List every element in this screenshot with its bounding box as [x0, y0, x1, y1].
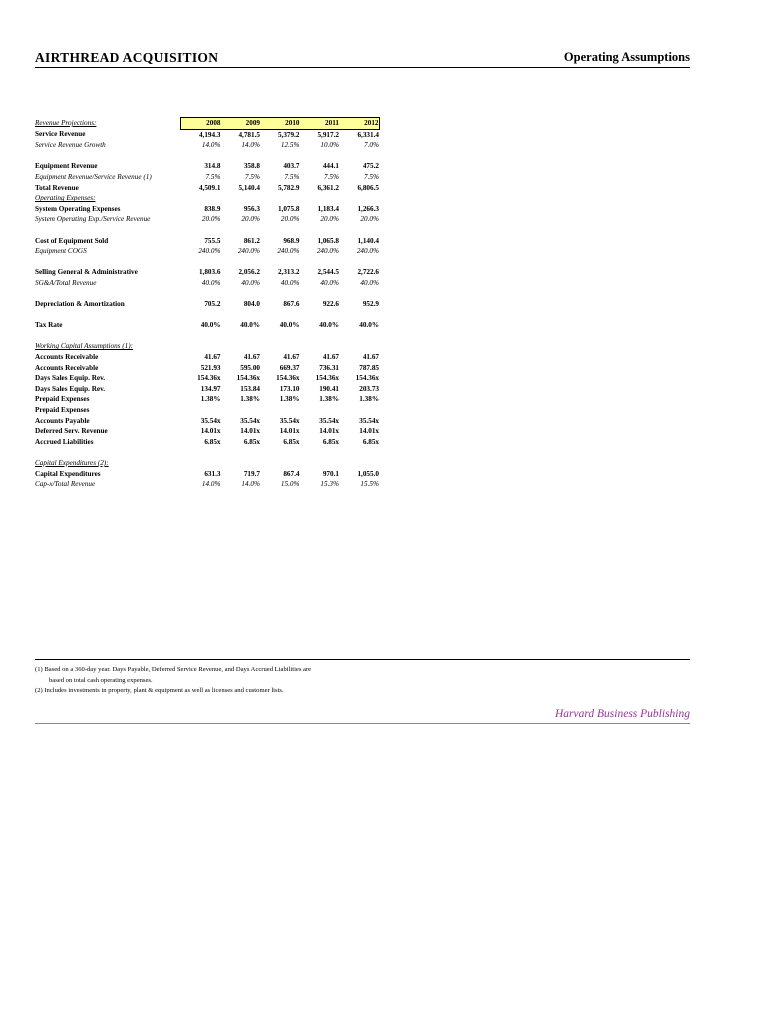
row-value: 861.2 [243, 236, 260, 245]
table-row [35, 458, 379, 469]
row-value: 6,361.2 [317, 183, 339, 192]
table-row [35, 320, 379, 331]
publisher-name: Harvard Business Publishing [554, 708, 690, 720]
row-value: 14.0% [201, 480, 221, 489]
row-value: 14.01x [200, 427, 221, 436]
row-value: 190.41 [319, 384, 339, 393]
row-label: SG&A/Total Revenue [35, 278, 97, 287]
table-row [35, 447, 379, 458]
row-value: 314.8 [204, 162, 221, 171]
row-value [260, 331, 300, 342]
row-label [35, 225, 181, 236]
table-row [35, 469, 379, 480]
row-value: 804.0 [243, 300, 260, 309]
row-value: 6.85x [322, 437, 339, 446]
row-value [221, 341, 261, 352]
row-value [260, 225, 300, 236]
table-row [35, 172, 379, 183]
row-value: 2,313.2 [277, 268, 300, 277]
row-value: 736.31 [319, 363, 339, 372]
table-row [35, 479, 379, 490]
row-label: Days Sales Equip. Rev. [35, 374, 106, 383]
row-value: 134.97 [200, 384, 221, 393]
row-value: 5,917.2 [317, 130, 339, 139]
row-value [300, 331, 340, 342]
section-title: Operating Assumptions [563, 50, 690, 64]
row-value: 2,722.6 [357, 268, 379, 277]
row-value: 719.7 [243, 469, 260, 478]
row-label: Depreciation & Amortization [35, 300, 125, 309]
table-row [35, 118, 379, 130]
table-row [35, 363, 379, 374]
row-value: 41.67 [204, 353, 221, 362]
row-label: Prepaid Expenses [35, 395, 90, 404]
row-label: Equipment Revenue/Service Revenue (1) [35, 172, 152, 181]
row-value: 7.0% [364, 141, 379, 150]
row-label [35, 151, 181, 162]
row-value: 4,781.5 [238, 130, 260, 139]
row-value [300, 151, 340, 162]
table-row [35, 278, 379, 289]
table-row [35, 161, 379, 172]
row-value: 595.00 [240, 363, 260, 372]
row-value: 7.5% [364, 172, 379, 181]
row-value: 40.0% [280, 278, 300, 287]
row-value: 240.0% [356, 247, 379, 256]
row-value [300, 341, 340, 352]
row-value [339, 193, 379, 204]
row-value: 6.85x [362, 437, 379, 446]
table-row [35, 225, 379, 236]
row-value [339, 310, 379, 321]
row-value: 6,806.5 [357, 183, 379, 192]
row-value: 787.85 [359, 363, 379, 372]
year-header: 2009 [221, 118, 261, 130]
row-value: 240.0% [316, 247, 339, 256]
row-value [339, 331, 379, 342]
row-value: 755.5 [204, 236, 221, 245]
table-row [35, 257, 379, 268]
row-value: 1.38% [200, 395, 221, 404]
row-value: 14.01x [359, 427, 379, 436]
table-row [35, 204, 379, 215]
row-value [260, 257, 300, 268]
row-value: 4,509.1 [198, 183, 221, 192]
row-value: 956.3 [243, 204, 260, 213]
row-value: 1.38% [359, 395, 379, 404]
operating-assumptions-table [35, 117, 380, 490]
row-value [221, 331, 261, 342]
row-value [260, 458, 300, 469]
row-value [181, 341, 221, 352]
row-value: 631.3 [204, 469, 221, 478]
row-value [181, 257, 221, 268]
row-value [221, 193, 261, 204]
row-value: 1,183.4 [317, 204, 339, 213]
row-value: 1.38% [279, 395, 300, 404]
row-value [339, 447, 379, 458]
row-value: 12.5% [280, 141, 300, 150]
row-value [300, 193, 340, 204]
row-value: 41.67 [362, 353, 379, 362]
table-row [35, 246, 379, 257]
row-label: System Operating Expenses [35, 204, 121, 213]
row-value: 1,266.3 [357, 204, 379, 213]
row-value: 41.67 [243, 353, 260, 362]
row-value: 40.0% [319, 321, 339, 330]
report-header [35, 50, 690, 68]
row-value: 5,140.4 [238, 183, 260, 192]
footnote: (1) Based on a 360-day year. Days Payable, Deferred Service Revenue, and Days Accrued Liabilities are [35, 666, 312, 673]
row-value [339, 341, 379, 352]
table-row [35, 151, 379, 162]
row-label: Service Revenue Growth [35, 141, 106, 150]
row-value [181, 310, 221, 321]
table-row [35, 183, 379, 194]
row-value: 952.9 [362, 300, 379, 309]
row-value: 35.54x [359, 416, 379, 425]
row-label: Total Revenue [35, 183, 79, 192]
row-value: 173.10 [279, 384, 300, 393]
row-value: 968.9 [283, 236, 300, 245]
row-value: 35.54x [240, 416, 260, 425]
row-label: Days Sales Equip. Rev. [35, 384, 106, 393]
row-value: 838.9 [204, 204, 221, 213]
row-value: 20.0% [320, 215, 339, 224]
row-value [260, 151, 300, 162]
row-value: 1,140.4 [357, 236, 379, 245]
row-value: 6.85x [204, 437, 221, 446]
row-label: Equipment Revenue [35, 162, 98, 171]
row-label: Operating Expenses: [35, 194, 96, 203]
row-value [300, 447, 340, 458]
row-label: Working Capital Assumptions (1): [35, 342, 134, 351]
row-value [181, 331, 221, 342]
row-value: 154.36x [355, 374, 379, 383]
row-value: 14.01x [279, 427, 300, 436]
header-rule [35, 67, 690, 68]
row-value: 15.3% [320, 480, 339, 489]
table-row [35, 289, 379, 300]
row-label: Cost of Equipment Sold [35, 236, 109, 245]
row-label: Tax Rate [35, 321, 63, 330]
row-label: Capital Expenditures [35, 469, 101, 478]
row-value: 2,056.2 [238, 268, 260, 277]
row-value: 358.8 [243, 162, 260, 171]
row-value: 15.5% [360, 480, 379, 489]
row-value: 40.0% [359, 321, 379, 330]
row-value: 669.37 [279, 363, 300, 372]
table-row [35, 193, 379, 204]
row-value: 40.0% [200, 321, 221, 330]
row-value: 6.85x [283, 437, 300, 446]
row-value: 40.0% [201, 278, 221, 287]
row-value: 40.0% [360, 278, 379, 287]
row-value: 7.5% [205, 172, 221, 181]
row-label: Accrued Liabilities [35, 437, 94, 446]
row-value [260, 405, 300, 416]
row-value [221, 225, 261, 236]
year-header: 2008 [181, 118, 221, 130]
row-value [181, 458, 221, 469]
row-value [181, 193, 221, 204]
footnote: (2) Includes investments in property, plant & equipment as well as licenses and customer lists. [35, 687, 284, 694]
row-value: 970.1 [322, 469, 339, 478]
row-value: 14.0% [241, 480, 260, 489]
row-value: 40.0% [240, 321, 260, 330]
row-value [300, 289, 340, 300]
row-label: Equipment COGS [35, 247, 87, 256]
row-label: Selling General & Administrative [35, 268, 138, 277]
row-value [181, 225, 221, 236]
year-header: 2010 [260, 118, 300, 130]
row-value: 20.0% [360, 215, 379, 224]
table-row [35, 129, 379, 140]
table-row [35, 394, 379, 405]
row-value [221, 447, 261, 458]
row-value: 1,075.8 [277, 204, 300, 213]
row-value: 7.5% [324, 172, 339, 181]
row-label: Cap-x/Total Revenue [35, 480, 96, 489]
row-value: 403.7 [283, 162, 300, 171]
row-value: 1,803.6 [198, 268, 221, 277]
footnotes [35, 659, 690, 697]
table-row [35, 140, 379, 151]
year-header: 2011 [300, 118, 340, 130]
row-value [339, 405, 379, 416]
row-label [35, 447, 181, 458]
row-label [35, 289, 181, 300]
row-value: 6,331.4 [357, 130, 379, 139]
row-value: 14.01x [240, 427, 260, 436]
row-value [339, 225, 379, 236]
row-value: 20.0% [280, 215, 300, 224]
row-label: Accounts Receivable [35, 353, 99, 362]
row-label: Deferred Serv. Revenue [35, 427, 108, 436]
row-value [300, 310, 340, 321]
row-value [181, 289, 221, 300]
row-label: Capital Expenditures (2): [35, 459, 109, 467]
row-value: 14.0% [201, 141, 221, 150]
row-value [221, 257, 261, 268]
table-row [35, 331, 379, 342]
row-value: 4,194.3 [198, 130, 221, 139]
row-value: 20.0% [201, 215, 221, 224]
row-value [339, 151, 379, 162]
row-value [300, 458, 340, 469]
row-value: 922.6 [322, 300, 339, 309]
table-row [35, 426, 379, 437]
row-value: 10.0% [320, 141, 339, 150]
row-value [260, 310, 300, 321]
row-value [221, 151, 261, 162]
table-row [35, 373, 379, 384]
table-row [35, 352, 379, 363]
row-value: 15.0% [280, 480, 300, 489]
row-value: 41.67 [322, 353, 339, 362]
row-value: 20.0% [241, 215, 260, 224]
row-value: 35.54x [279, 416, 300, 425]
row-value: 40.0% [320, 278, 339, 287]
footer-rule [35, 723, 690, 724]
row-value: 240.0% [237, 247, 260, 256]
row-value [181, 151, 221, 162]
row-value [260, 341, 300, 352]
row-value [260, 289, 300, 300]
row-value: 35.54x [319, 416, 339, 425]
row-label: System Operating Exp./Service Revenue [35, 215, 151, 224]
row-value [300, 405, 340, 416]
row-value: 41.67 [283, 353, 300, 362]
row-label [35, 257, 181, 268]
row-label: Revenue Projections: [35, 119, 97, 127]
row-value: 1.38% [319, 395, 339, 404]
row-value [181, 447, 221, 458]
row-value: 14.01x [319, 427, 339, 436]
row-value [221, 405, 261, 416]
table-row [35, 341, 379, 352]
table-row [35, 267, 379, 278]
row-value: 1,065.8 [317, 236, 339, 245]
row-value: 154.36x [276, 374, 300, 383]
table-row [35, 405, 379, 416]
row-value: 154.36x [236, 374, 260, 383]
row-value [339, 257, 379, 268]
row-value: 705.2 [204, 300, 221, 309]
row-label [35, 331, 181, 342]
table-row [35, 310, 379, 321]
row-value: 154.36x [315, 374, 339, 383]
row-value [339, 289, 379, 300]
row-value [260, 447, 300, 458]
footnote-continuation: based on total cash operating expenses. [49, 676, 153, 684]
row-value: 203.73 [359, 384, 379, 393]
row-value [300, 225, 340, 236]
row-value: 444.1 [322, 162, 339, 171]
row-value: 1.38% [240, 395, 260, 404]
table-row [35, 384, 379, 395]
row-label: Accounts Receivable [35, 363, 99, 372]
document-title: AIRTHREAD ACQUISITION [35, 50, 219, 65]
row-value: 240.0% [198, 247, 221, 256]
row-value [181, 405, 221, 416]
row-label: Service Revenue [35, 130, 86, 139]
row-value: 5,379.2 [277, 130, 300, 139]
row-label [35, 310, 181, 321]
row-value [339, 458, 379, 469]
row-value: 7.5% [245, 172, 260, 181]
row-value: 521.93 [200, 363, 221, 372]
year-header: 2012 [339, 118, 379, 130]
row-value: 14.0% [241, 141, 260, 150]
row-value: 2,544.5 [317, 268, 339, 277]
row-value: 7.5% [284, 172, 300, 181]
row-value: 40.0% [279, 321, 300, 330]
row-value: 5,782.9 [277, 183, 300, 192]
row-value: 40.0% [241, 278, 260, 287]
table-row [35, 214, 379, 225]
row-value: 867.4 [283, 469, 300, 478]
row-value: 6.85x [243, 437, 260, 446]
row-value [221, 289, 261, 300]
row-value [260, 193, 300, 204]
row-value [221, 458, 261, 469]
row-label: Accounts Payable [35, 416, 90, 425]
table-row [35, 437, 379, 448]
row-label: Prepaid Expenses [35, 406, 90, 415]
row-value: 1,055.0 [357, 469, 379, 478]
row-value: 154.36x [197, 374, 221, 383]
row-value: 153.84 [240, 384, 260, 393]
table-row [35, 236, 379, 247]
row-value [300, 257, 340, 268]
row-value: 475.2 [362, 162, 379, 171]
row-value: 35.54x [200, 416, 221, 425]
table-row [35, 299, 379, 310]
row-value [221, 310, 261, 321]
table-row [35, 416, 379, 427]
row-value: 240.0% [277, 247, 300, 256]
row-value: 867.6 [283, 300, 300, 309]
